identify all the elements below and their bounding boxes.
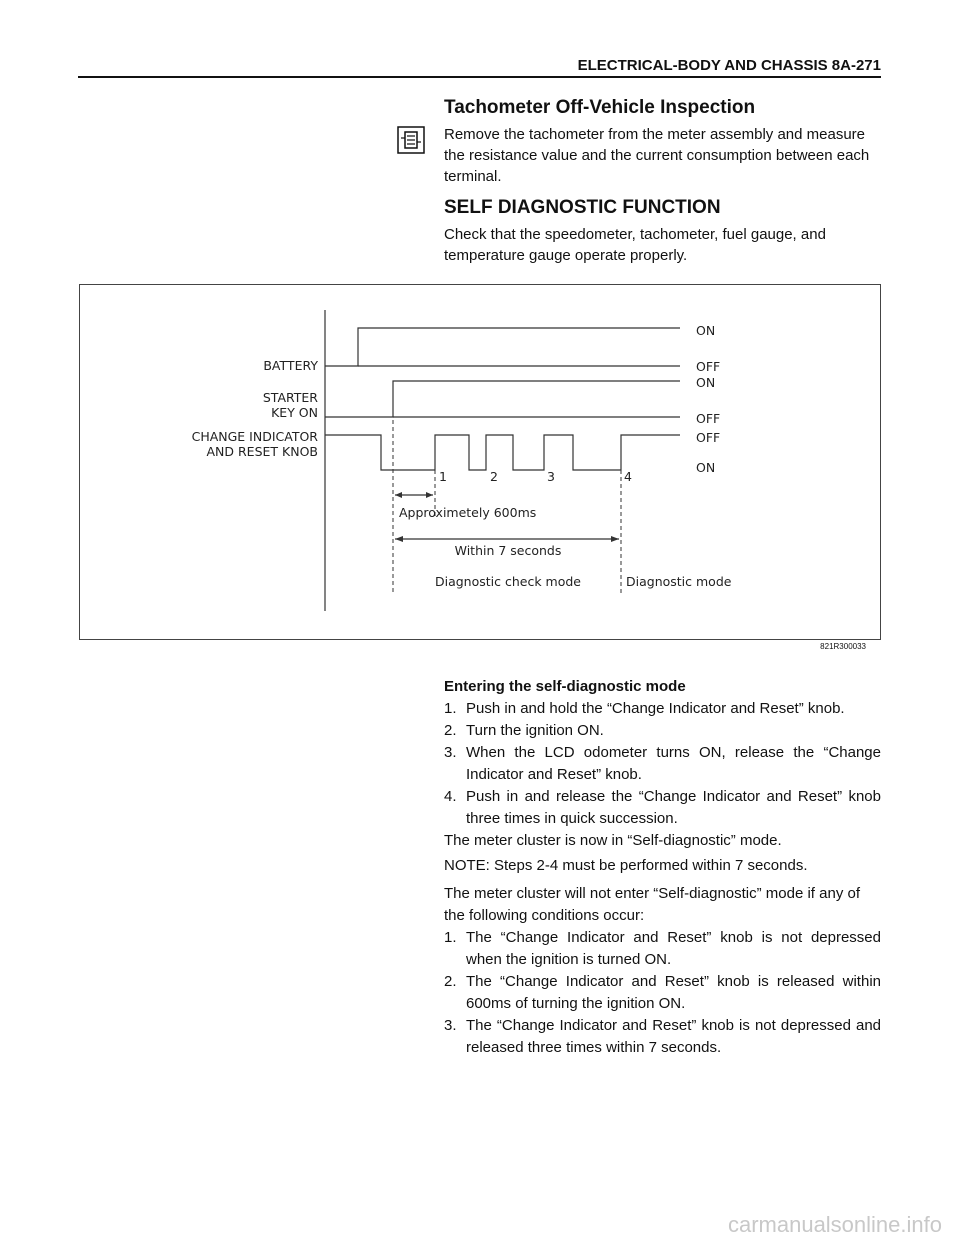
section-title-tachometer: Tachometer Off-Vehicle Inspection [444, 97, 756, 118]
state-battery-off: OFF [696, 359, 721, 374]
list-item: 4. Push in and release the “Change Indicator and Reset” knob three times in quick succession. [444, 788, 881, 827]
label-change-1: CHANGE INDICATOR [191, 429, 318, 444]
list-item: 2. The “Change Indicator and Reset” knob is released within 600ms of turning the ignition ON. [444, 973, 881, 1012]
figure-code: 821R300033 [820, 642, 866, 651]
tachometer-inspection-text: Remove the tachometer from the meter assembly and measure the resistance value and the current consumption between each terminal. [444, 126, 870, 185]
timing-diagram [80, 285, 880, 639]
self-diagnostic-procedure [444, 676, 881, 1059]
label-within-7-seconds: Within 7 seconds [454, 543, 562, 558]
label-starter-1: STARTER [262, 390, 318, 405]
procedure-heading: Entering the self-diagnostic mode [444, 678, 686, 695]
state-starter-on: ON [696, 375, 716, 390]
label-diagnostic-mode: Diagnostic mode [626, 574, 732, 589]
page-header [78, 56, 881, 78]
pulse-number-1: 1 [439, 469, 447, 484]
section-title-self-diagnostic: SELF DIAGNOSTIC FUNCTION [444, 197, 721, 218]
label-diagnostic-check-mode: Diagnostic check mode [434, 574, 582, 589]
knob-waveform [325, 435, 680, 470]
mode-confirmation-text: The meter cluster is now in “Self-diagnostic” mode. [444, 832, 782, 849]
state-knob-off: OFF [696, 430, 721, 445]
pulse-number-2: 2 [490, 469, 498, 484]
label-battery: BATTERY [263, 358, 318, 373]
battery-waveform [325, 328, 680, 366]
note-text: NOTE: Steps 2-4 must be performed within 7 seconds. [444, 857, 808, 874]
list-item: 1. The “Change Indicator and Reset” knob is not depressed when the ignition is turned ON. [444, 929, 881, 968]
header-text: ELECTRICAL-BODY AND CHASSIS 8A-271 [577, 57, 881, 74]
label-approx-600ms: Approximetely 600ms [399, 505, 537, 520]
list-item: 3. The “Change Indicator and Reset” knob is not depressed and released three times within 7 seconds. [444, 1017, 881, 1056]
timing-diagram-figure [79, 284, 881, 640]
watermark: carmanualsonline.info [727, 1212, 942, 1237]
pulse-number-4: 4 [624, 469, 632, 484]
service-tool-icon [397, 126, 425, 154]
list-item: 1. Push in and hold the “Change Indicator and Reset” knob. [444, 700, 845, 717]
state-knob-on: ON [696, 460, 716, 475]
list-item: 3. When the LCD odometer turns ON, release the “Change Indicator and Reset” knob. [444, 744, 881, 783]
list-item: 2. Turn the ignition ON. [444, 722, 604, 739]
self-diagnostic-intro: Check that the speedometer, tachometer, fuel gauge, and temperature gauge operate properly. [444, 226, 826, 264]
state-starter-off: OFF [696, 411, 721, 426]
state-battery-on: ON [696, 323, 716, 338]
label-starter-2: KEY ON [271, 405, 318, 420]
starter-waveform [325, 381, 680, 417]
label-change-2: AND RESET KNOB [206, 444, 318, 459]
failure-conditions-intro: The meter cluster will not enter “Self-diagnostic” mode if any of the following conditions occur: [444, 885, 861, 924]
pulse-number-3: 3 [547, 469, 555, 484]
